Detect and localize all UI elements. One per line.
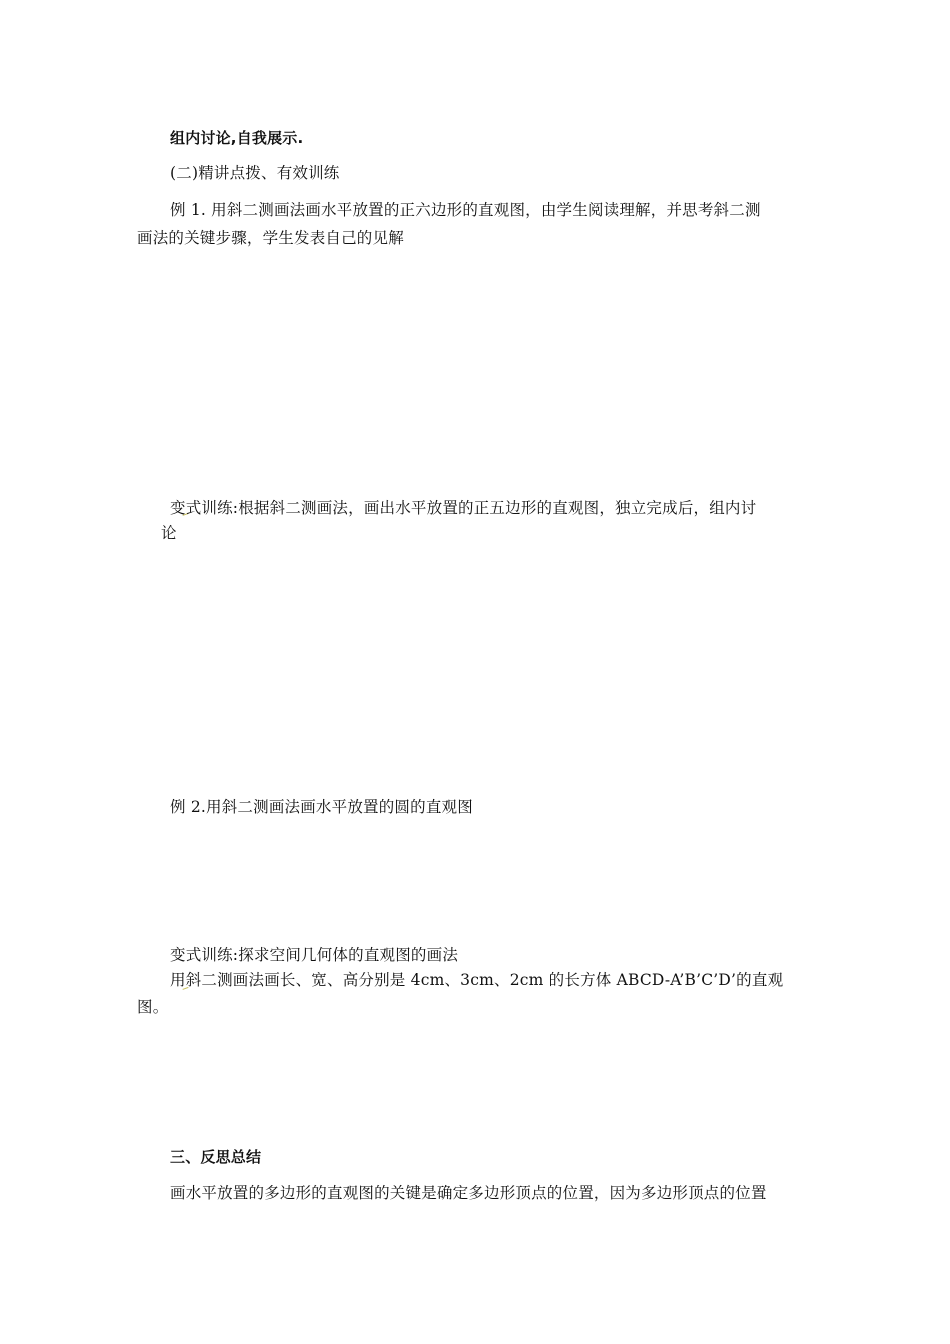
section-three-heading: 三、反思总结 [170,1148,262,1166]
example1-line2: 画法的关键步骤，学生发表自己的见解 [137,229,404,247]
section-two-heading: (二)精讲点拨、有效训练 [170,164,340,182]
variant2-line1: 用斜二测画法画长、宽、高分别是 4cm、3cm、2cm 的长方体 ABCD-A’B’C’D’的直观 [170,971,784,989]
variant2-line2: 图。 [137,998,169,1016]
group-discussion-heading: 组内讨论,自我展示. [170,129,304,147]
example2-line: 例 2.用斜二测画法画水平放置的圆的直观图 [170,798,473,816]
example1-line1: 例 1. 用斜二测画法画水平放置的正六边形的直观图，由学生阅读理解，并思考斜二测 [170,201,761,219]
summary-line1: 画水平放置的多边形的直观图的关键是确定多边形顶点的位置，因为多边形顶点的位置 [170,1184,767,1202]
variant2-title: 变式训练:探求空间几何体的直观图的画法 [170,946,459,964]
variant1-line2: 论 [161,524,177,542]
variant1-line1: 变式训练:根据斜二测画法，画出水平放置的正五边形的直观图，独立完成后，组内讨 [170,499,757,517]
